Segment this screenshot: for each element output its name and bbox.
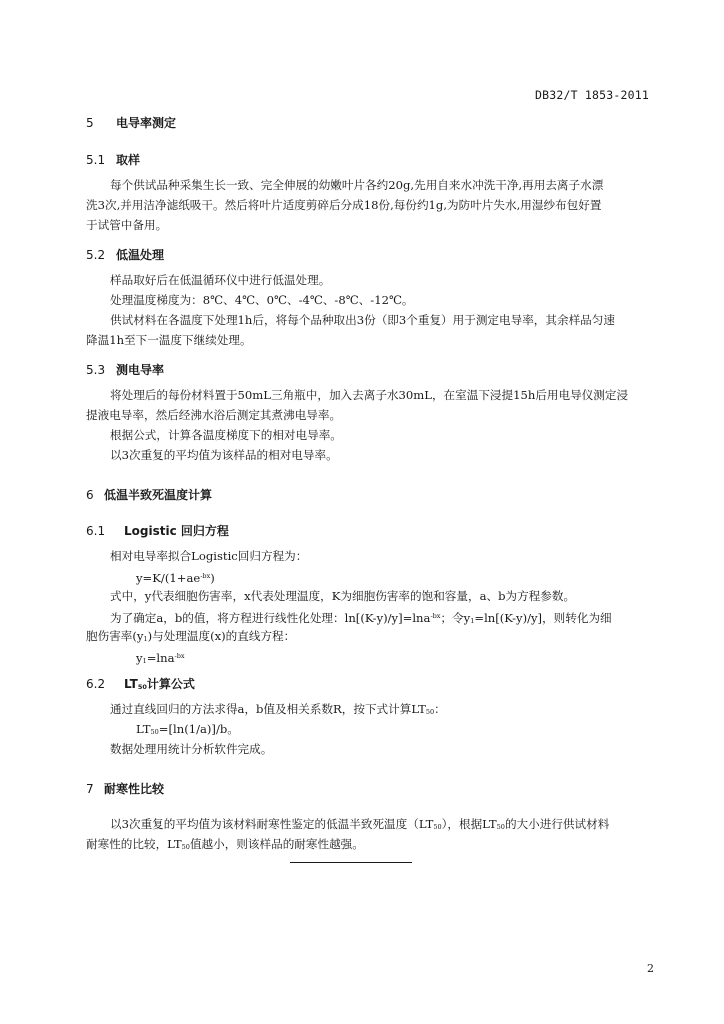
section-6-1-heading xyxy=(86,522,229,539)
paragraph-line: 处理温度梯度为：8℃、4℃、0℃、-4℃、-8℃、-12℃。 xyxy=(110,293,414,307)
paragraph-line: 供试材料在各温度下处理1h后，将每个品种取出3份（即3个重复）用于测定电导率，其余样品匀速 xyxy=(110,313,615,327)
equation: $LT_{50}=[\ln(1/a)]/b$。 xyxy=(136,722,239,736)
section-title: 低温半致死温度计算 xyxy=(104,488,213,502)
section-title: 电导率测定 xyxy=(116,116,177,130)
equation: $y_1=\ln a^{-bx}$ xyxy=(136,651,185,665)
section-number: 5.1 xyxy=(86,153,106,167)
paragraph-line: 降温1h至下一温度下继续处理。 xyxy=(86,333,252,347)
paragraph-line: 提液电导率，然后经沸水浴后测定其煮沸电导率。 xyxy=(86,408,342,422)
section-number: 5.3 xyxy=(86,363,106,377)
section-title: 低温处理 xyxy=(116,248,165,262)
section-number: 5 xyxy=(86,116,94,130)
section-title: 取样 xyxy=(116,153,141,167)
section-5-1-heading xyxy=(86,151,140,168)
page-number: 2 xyxy=(647,962,654,975)
section-title: 耐寒性比较 xyxy=(104,782,165,796)
paragraph-line: 以3次重复的平均值为该样品的相对电导率。 xyxy=(110,448,338,462)
paragraph-line: 于试管中备用。 xyxy=(86,218,168,232)
section-number: 6.2 xyxy=(86,677,106,691)
equation: $y=K/(1+ae^{-bx})$ xyxy=(136,571,215,585)
section-number: 5.2 xyxy=(86,248,106,262)
section-6-heading xyxy=(86,486,212,503)
paragraph-line: 数据处理用统计分析软件完成。 xyxy=(110,742,273,756)
section-title: $LT_{50}$计算公式 xyxy=(124,677,195,691)
section-5-3-heading xyxy=(86,361,164,378)
section-5-heading xyxy=(86,114,176,131)
paragraph-line: 洗3次,并用洁净滤纸吸干。然后将叶片适度剪碎后分成18份,每份约1g,为防叶片失水,用湿纱布包好置 xyxy=(86,198,602,212)
paragraph-line: 将处理后的每份材料置于50mL三角瓶中，加入去离子水30mL，在室温下浸提15h后用电导仪测定浸 xyxy=(110,388,629,402)
standard-code: DB32/T 1853-2011 xyxy=(535,88,649,102)
paragraph-line: 为了确定a，b的值，将方程进行线性化处理：ln[(K-y)/y]=lna$^{-bx}$；令$y_1=\ln[(K-y)/y]$，则转化为细 xyxy=(110,611,612,625)
section-title: 测电导率 xyxy=(116,363,165,377)
paragraph-line: 胞伤害率$(y_1)$与处理温度(x)的直线方程： xyxy=(86,629,296,643)
section-title: Logistic 回归方程 xyxy=(124,524,229,538)
section-number: 7 xyxy=(86,782,94,796)
paragraph-line: 式中，y代表细胞伤害率，x代表处理温度，K为细胞伤害率的饱和容量，a、b为方程参数。 xyxy=(110,589,576,603)
end-divider xyxy=(290,862,412,863)
paragraph-line: 以3次重复的平均值为该材料耐寒性鉴定的低温半致死温度$(LT_{50})$，根据$LT_{50}$的大小进行供试材料 xyxy=(110,817,610,831)
paragraph-line: 耐寒性的比较，$LT_{50}$值越小，则该样品的耐寒性越强。 xyxy=(86,837,364,851)
section-number: 6 xyxy=(86,488,94,502)
section-5-2-heading xyxy=(86,246,164,263)
paragraph-line: 相对电导率拟合Logistic回归方程为： xyxy=(110,549,308,563)
section-7-heading xyxy=(86,780,164,797)
section-6-2-heading xyxy=(86,675,195,692)
section-number: 6.1 xyxy=(86,524,106,538)
paragraph-line: 根据公式，计算各温度梯度下的相对电导率。 xyxy=(110,428,342,442)
paragraph-line: 样品取好后在低温循环仪中进行低温处理。 xyxy=(110,273,331,287)
paragraph-line: 每个供试品种采集生长一致、完全伸展的幼嫩叶片各约20g,先用自来水冲洗干净,再用去离子水漂 xyxy=(110,178,604,192)
paragraph-line: 通过直线回归的方法求得a，b值及相关系数R，按下式计算$LT_{50}$： xyxy=(110,702,446,716)
